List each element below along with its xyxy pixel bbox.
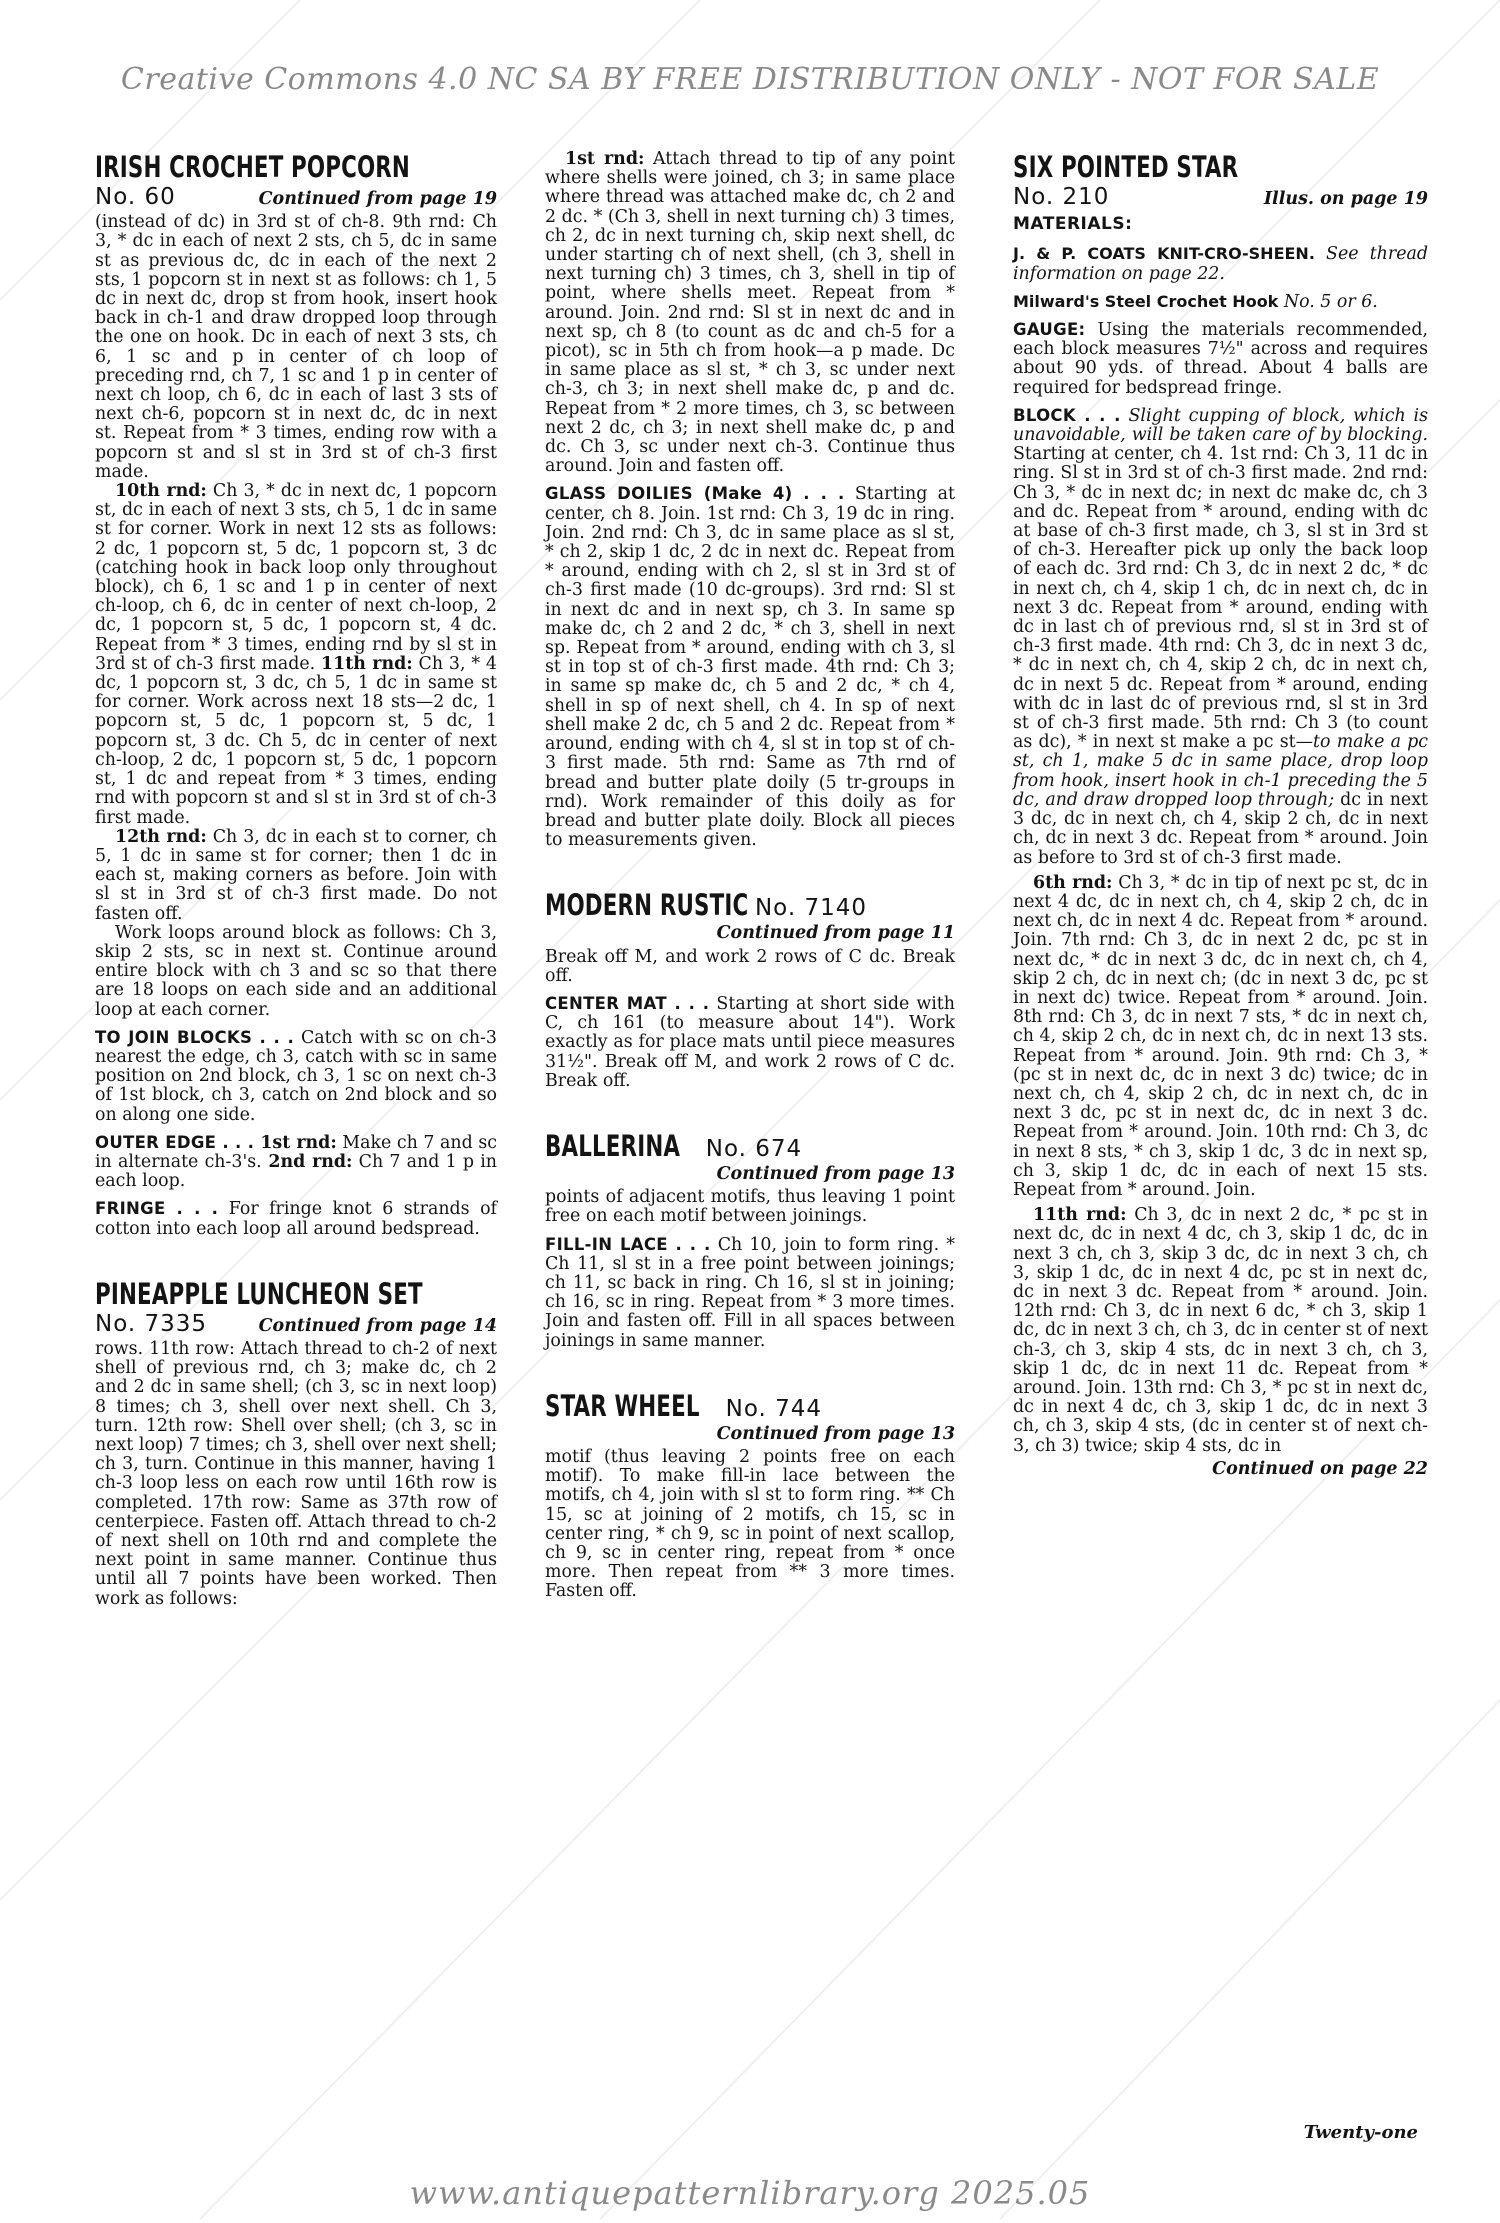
section-label: GLASS DOILIES (Make 4) . . . bbox=[545, 484, 845, 504]
column-left bbox=[95, 150, 497, 1617]
hook-brand: Milward's Steel Crochet Hook bbox=[1013, 291, 1279, 311]
license-banner: Creative Commons 4.0 NC SA BY FREE DISTRIBUTION ONLY - NOT FOR SALE bbox=[120, 62, 1380, 97]
six-pointed-star-subheader bbox=[1013, 184, 1428, 210]
six-pointed-star-title: SIX POINTED STAR bbox=[1013, 150, 1239, 184]
round-label: 12th rnd: bbox=[115, 826, 207, 847]
instruction-paragraph bbox=[95, 828, 497, 924]
section-gap bbox=[545, 858, 955, 888]
round-label: 1st rnd: bbox=[254, 1132, 337, 1153]
materials-label: MATERIALS: bbox=[1013, 214, 1133, 235]
round-label: 6th rnd: bbox=[1033, 872, 1113, 893]
instruction-paragraph bbox=[1013, 1206, 1428, 1456]
section-label: FILL-IN LACE . . . bbox=[545, 1234, 711, 1254]
instruction-paragraph: Break off M, and work 2 rows of C dc. Break off. bbox=[545, 946, 955, 986]
section-label: BLOCK . . . bbox=[1013, 405, 1121, 425]
round-label: 2nd rnd: bbox=[261, 1151, 353, 1172]
section-text: Starting at center, ch 8. Join. 1st rnd: Ch 3, 19 dc in ring. Join. 2nd rnd: Ch 3, dc in same place as sl st, * ch 2, skip 1 dc, 2 dc in next dc. Repeat from * around, ending with ch 2, sl st in 3rd st of ch-3 first made (10 dc-groups). 3rd rnd: Sl st in next dc and in next sp, ch 3. In same sp make dc, ch 2 and 2 dc, * ch 3, shell in next sp. Repeat from * around, ending with ch 3, sl st in top st of ch-3 first made. 4th rnd: Ch 3; in same sp make dc, ch 5 and 2 dc, * ch 4, shell in sp of next shell, ch 4. In sp of next shell make 2 dc, ch 5 and 2 dc. Repeat from * around, ending with ch 4, sl st in top st of ch-3 first made. 5th rnd: Same as 7th rnd of bread and butter plate doily (5 tr-groups in rnd). Work remainder of this doily as for bread and butter plate doily. Block all pieces to measurements given. bbox=[545, 484, 955, 851]
star-wheel-header bbox=[545, 1389, 955, 1423]
pattern-number: No. 744 bbox=[725, 1395, 823, 1422]
pineapple-title: PINEAPPLE LUNCHEON SET bbox=[95, 1276, 423, 1311]
round-text: Ch 3, dc in each st to corner, ch 5, 1 dc in same st for corner; then 1 dc in each st, making corners as before. Join with sl st in 3rd st of ch-3 first made. Do not fasten off. bbox=[95, 826, 498, 924]
continued-note: Continued from page 19 bbox=[258, 189, 497, 209]
ballerina-title: BALLERINA bbox=[545, 1128, 681, 1163]
round-text: Ch 3, * dc in tip of next pc st, dc in next 4 dc, dc in next ch, ch 4, skip 2 ch, dc in next ch, dc in next 4 dc. Repeat from * around. Join. 7th rnd: Ch 3, dc in next 2 dc, pc st in next dc, * dc in next 3 dc, dc in next ch, ch 4, skip 2 ch, dc in next ch; (dc in next 3 dc, pc st in next dc) twice. Repeat from * around. Join. 8th rnd: Ch 3, dc in next 7 sts, * dc in next ch, ch 4, skip 2 ch, dc in next ch, dc in next 13 sts. Repeat from * around. Join. 9th rnd: Ch 3, * (pc st in next dc, dc in next 3 dc) twice; dc in next ch, ch 4, skip 2 ch, dc in next ch, dc in next 3 dc, pc st in next dc, dc in next 3 dc. Repeat from * around. Join. 10th rnd: Ch 3, dc in next 8 sts, * ch 3, skip 1 dc, 3 dc in next sp, ch 3, skip 1 dc, dc in each of next 15 sts. Repeat from * around. Join. bbox=[1013, 872, 1429, 1200]
continued-note: Continued from page 13 bbox=[716, 1423, 955, 1444]
column-right bbox=[1013, 150, 1428, 1479]
block-paragraph bbox=[1013, 406, 1428, 868]
round-label: 10th rnd: bbox=[115, 481, 207, 502]
irish-crochet-subheader bbox=[95, 184, 497, 210]
round-text: Make ch 7 and sc in alternate ch-3's. bbox=[95, 1132, 497, 1172]
section-label: GAUGE: bbox=[1013, 320, 1086, 340]
continued-note: Continued from page 14 bbox=[258, 1315, 497, 1336]
section-label: OUTER EDGE . . . bbox=[95, 1132, 255, 1152]
section-gap bbox=[545, 1099, 955, 1129]
thread-paragraph bbox=[1013, 244, 1428, 283]
glass-doilies-paragraph bbox=[545, 484, 955, 850]
section-text: Ch 10, join to form ring. * Ch 11, sl st in a free point between joinings; ch 11, sc back in ring. Ch 16, sl st in joining; ch 16, sc in ring. Repeat from * 3 more times. Join and fasten off. Fill in all spaces between joinings in same manner. bbox=[545, 1234, 955, 1351]
round-text: Ch 3, dc in next 2 dc, * pc st in next dc, dc in next 4 dc, ch 3, skip 1 dc, dc in next 3 ch, ch 3, skip 3 dc, dc in next 3 ch, ch 3, skip 1 dc, dc in next 4 dc, pc st in next dc, dc in next 3 dc. Repeat from * around. Join. 12th rnd: Ch 3, dc in next 6 dc, * ch 3, skip 1 dc, dc in next 3 ch, ch 3, dc in center st of next ch-3, ch 3, skip 4 sts, dc in next 3 ch, ch 3, skip 1 dc, dc in next 11 dc. Repeat from * around. Join. 13th rnd: Ch 3, * pc st in next dc, dc in next 4 dc, ch 3, skip 1 dc, dc in next 3 ch, ch 3, skip 4 sts, (dc in center st of next ch-3, ch 3) twice; skip 4 sts, dc in bbox=[1013, 1205, 1428, 1456]
round-label: 11th rnd: bbox=[1033, 1205, 1127, 1226]
instruction-paragraph: Work loops around block as follows: Ch 3, skip 2 sts, sc in next st. Continue around entire block with ch 3 and sc so that there are 18 loops on each side and an additional loop at each corner. bbox=[95, 922, 497, 1020]
instruction-paragraph: motif (thus leaving 2 points free on each motif). To make fill-in lace between the motifs, ch 4, join with sl st to form ring. ** Ch 15, sc at joining of 2 motifs, ch 15, sc in center ring, * ch 9, sc in point of next scallop, ch 9, sc in center ring, repeat from * once more. Then repeat from ** 3 more times. Fasten off. bbox=[545, 1446, 955, 1602]
thread-brand: J. & P. COATS KNIT-CRO-SHEEN. bbox=[1013, 244, 1315, 264]
pattern-number: No. 60 bbox=[95, 184, 176, 210]
modern-rustic-title: MODERN RUSTIC bbox=[545, 888, 749, 923]
section-gap bbox=[545, 1359, 955, 1389]
irish-crochet-title: IRISH CROCHET POPCORN bbox=[95, 150, 411, 184]
pattern-number: No. 674 bbox=[705, 1135, 803, 1162]
continued-note: Continued from page 11 bbox=[716, 923, 955, 944]
hook-paragraph bbox=[1013, 292, 1428, 312]
instruction-paragraph bbox=[95, 482, 497, 828]
round-text: Attach thread to tip of any point where shells were joined, ch 3; in same place where thread was attached make dc, ch 2 and 2 dc. * (Ch 3, shell in next turning ch) 3 times, ch 2, dc in next turning ch, skip next shell, dc under starting ch of next shell, (ch 3, shell in next turning ch) 3 times, ch 3, shell in tip of point, where shells meet. Repeat from * around. Join. 2nd rnd: Sl st in next dc and in next sp, ch 8 (to count as dc and ch-5 for a picot), sc in 5th ch from hook—a p made. Dc in same place as sl st, * ch 3, sc under next ch-3, ch 3; in next shell make dc, p and dc. Repeat from * 2 more times, ch 3, sc between next 2 dc, ch 3; in next shell make dc, p and dc. Ch 3, sc under next ch-3. Continue thus around. Join and fasten off. bbox=[545, 149, 955, 477]
modern-rustic-header bbox=[545, 888, 955, 922]
outer-edge-paragraph bbox=[95, 1133, 497, 1192]
join-blocks-paragraph bbox=[95, 1028, 497, 1125]
instruction-paragraph: rows. 11th row: Attach thread to ch-2 of next shell of previous rnd, ch 3; make dc, ch 2 and 2 dc in same shell; (ch 3, sc in next loop) 8 times; ch 3, shell over next shell. Ch 3, turn. 12th row: Shell over shell; (ch 3, sc in next loop) 7 times; ch 3, shell over next shell; ch 3, turn. Continue in this manner, having 1 ch-3 loop less on each row until 16th row is completed. 17th row: Same as 37th row of centerpiece. Fasten off. Attach thread to ch-2 of next shell on 10th rnd and complete the next point in same manner. Continue thus until all 7 points have been worked. Then work as follows: bbox=[95, 1338, 497, 1609]
pattern-number: No. 7335 bbox=[95, 1310, 208, 1337]
instruction-paragraph bbox=[1013, 874, 1428, 1200]
instruction-paragraph: points of adjacent motifs, thus leaving 1 point free on each motif between joinings. bbox=[545, 1187, 955, 1227]
section-text: Using the materials recommended, each block measures 7½" across and requires about 90 yds. of thread. About 4 balls are required for bedspread fringe. bbox=[1013, 320, 1428, 398]
thread-note: See thread information on page 22. bbox=[1013, 244, 1428, 284]
section-text: dc in next 3 dc, dc in next ch, ch 4, skip 2 ch, dc in next ch, dc in next 3 dc. Repeat from * around. Join as before to 3rd st of ch-3 first made. bbox=[1013, 789, 1428, 868]
section-text: For fringe knot 6 strands of cotton into each loop all around bedspread. bbox=[95, 1199, 497, 1239]
block-note: Slight cupping of block, which is unavoidable, will be taken care of by blocking. bbox=[1013, 405, 1429, 446]
instruction-paragraph bbox=[545, 150, 955, 476]
section-label: CENTER MAT . . . bbox=[545, 993, 710, 1013]
center-mat-paragraph bbox=[545, 994, 955, 1091]
section-text: Starting at center, ch 4. 1st rnd: Ch 3, 11 dc in ring. Sl st in 3rd st of ch-3 first made. 2nd rnd: Ch 3, * dc in next dc; in next dc make dc, ch 3 and dc. Repeat from * around, ending with dc at base of ch-3 first made, ch 3, sl st in 3rd st of ch-3. Hereafter pick up only the back loop of each dc. 3rd rnd: Ch 3, dc in next 2 dc, * dc in next ch, ch 4, skip 1 ch, dc in next ch, dc in next 3 dc. Repeat from * around, ending with dc in last ch of previous rnd, sl st in 3rd st of ch-3 first made. 4th rnd: Ch 3, dc in next 3 dc, * dc in next ch, ch 4, skip 2 ch, dc in next ch, dc in next 5 dc. Repeat from * around, ending with dc in last dc of previous rnd, sl st in 3rd st of ch-3 first made. 5th rnd: Ch 3 (to count as dc), * in next st make a pc st— bbox=[1013, 444, 1428, 753]
fill-in-lace-paragraph bbox=[545, 1235, 955, 1351]
pattern-number: No. 210 bbox=[1013, 184, 1110, 210]
hook-size: No. 5 or 6. bbox=[1278, 291, 1378, 312]
section-label: TO JOIN BLOCKS . . . bbox=[95, 1027, 295, 1047]
illustration-note: Illus. on page 19 bbox=[1263, 189, 1428, 209]
continued-on-note: Continued on page 22 bbox=[1212, 1458, 1428, 1479]
fringe-paragraph bbox=[95, 1199, 497, 1238]
pattern-number: No. 7140 bbox=[754, 895, 867, 922]
footer-url: www.antiquepatternlibrary.org 2025.05 bbox=[409, 2174, 1091, 2212]
continued-note: Continued from page 13 bbox=[716, 1163, 955, 1184]
round-text: Ch 3, * dc in next dc, 1 popcorn st, dc in each of next 3 sts, ch 5, 1 dc in same st for corner. Work in next 12 sts as follows: 2 dc, 1 popcorn st, 5 dc, 1 popcorn st, 3 dc (catching hook in back loop only throughout block), ch 6, 1 sc and 1 p in center of next ch-loop, ch 6, dc in center of next ch-loop, 2 dc, 1 popcorn st, 5 dc, 1 popcorn st, 4 dc. Repeat from * 3 times, ending rnd by sl st in 3rd st of ch-3 first made. bbox=[95, 481, 497, 674]
page-number: Twenty-one bbox=[1303, 2122, 1418, 2143]
round-label: 1st rnd: bbox=[565, 149, 645, 169]
ballerina-header bbox=[545, 1129, 955, 1163]
round-label: 11th rnd: bbox=[321, 653, 413, 674]
round-text: Ch 3, * 4 dc, 1 popcorn st, 3 dc, ch 5, 1 dc in same st for corner. Work across next 18 sts—2 dc, 1 popcorn st, 5 dc, 1 popcorn st, 5 dc, 1 popcorn st, 3 dc. Ch 5, dc in center of next ch-loop, 2 dc, 1 popcorn st, 5 dc, 1 popcorn st, 1 dc and repeat from * 3 times, ending rnd with popcorn st and sl st in 3rd st of ch-3 first made. bbox=[95, 653, 497, 828]
section-label: FRINGE . . . bbox=[95, 1199, 219, 1219]
instruction-paragraph: (instead of dc) in 3rd st of ch-8. 9th rnd: Ch 3, * dc in each of next 2 sts, ch 5, dc in same st as previous dc, dc in each of the next 2 sts, 1 popcorn st in next st as follows: ch 1, 5 dc in next dc, drop st from hook, insert hook back in ch-1 and draw dropped loop through the one on hook. Dc in each of next 3 sts, ch 6, 1 sc and p in center of ch loop of preceding rnd, ch 7, 1 sc and 1 p in center of next ch loop, ch 6, dc in each of last 3 sts of next ch-6, popcorn st in next dc, dc in next st. Repeat from * 3 times, ending row with a popcorn st and sl st in 3rd st of ch-3 first made. bbox=[95, 212, 497, 482]
section-text: Starting at short side with C, ch 161 (to measure about 14"). Work exactly as for place mats until piece measures 31½". Break off M, and work 2 rows of C dc. Break off. bbox=[545, 993, 955, 1091]
column-middle bbox=[545, 150, 955, 1610]
gauge-paragraph bbox=[1013, 320, 1428, 398]
pc-stitch-note: to make a pc st, ch 1, make 5 dc in same place, drop loop from hook, insert hook in ch-1 preceding the 5 dc, and draw dropped loop through; bbox=[1013, 732, 1428, 810]
star-wheel-title: STAR WHEEL bbox=[545, 1388, 700, 1423]
section-text: Catch with sc on ch-3 nearest the edge, ch 3, catch with sc in same position on 2nd block, ch 3, 1 sc on next ch-3 of 1st block, ch 3, catch on 2nd block and so on along one side. bbox=[95, 1027, 497, 1125]
round-text: Ch 7 and 1 p in each loop. bbox=[95, 1151, 497, 1192]
pineapple-subheader bbox=[95, 1310, 497, 1337]
section-gap bbox=[95, 1247, 497, 1277]
